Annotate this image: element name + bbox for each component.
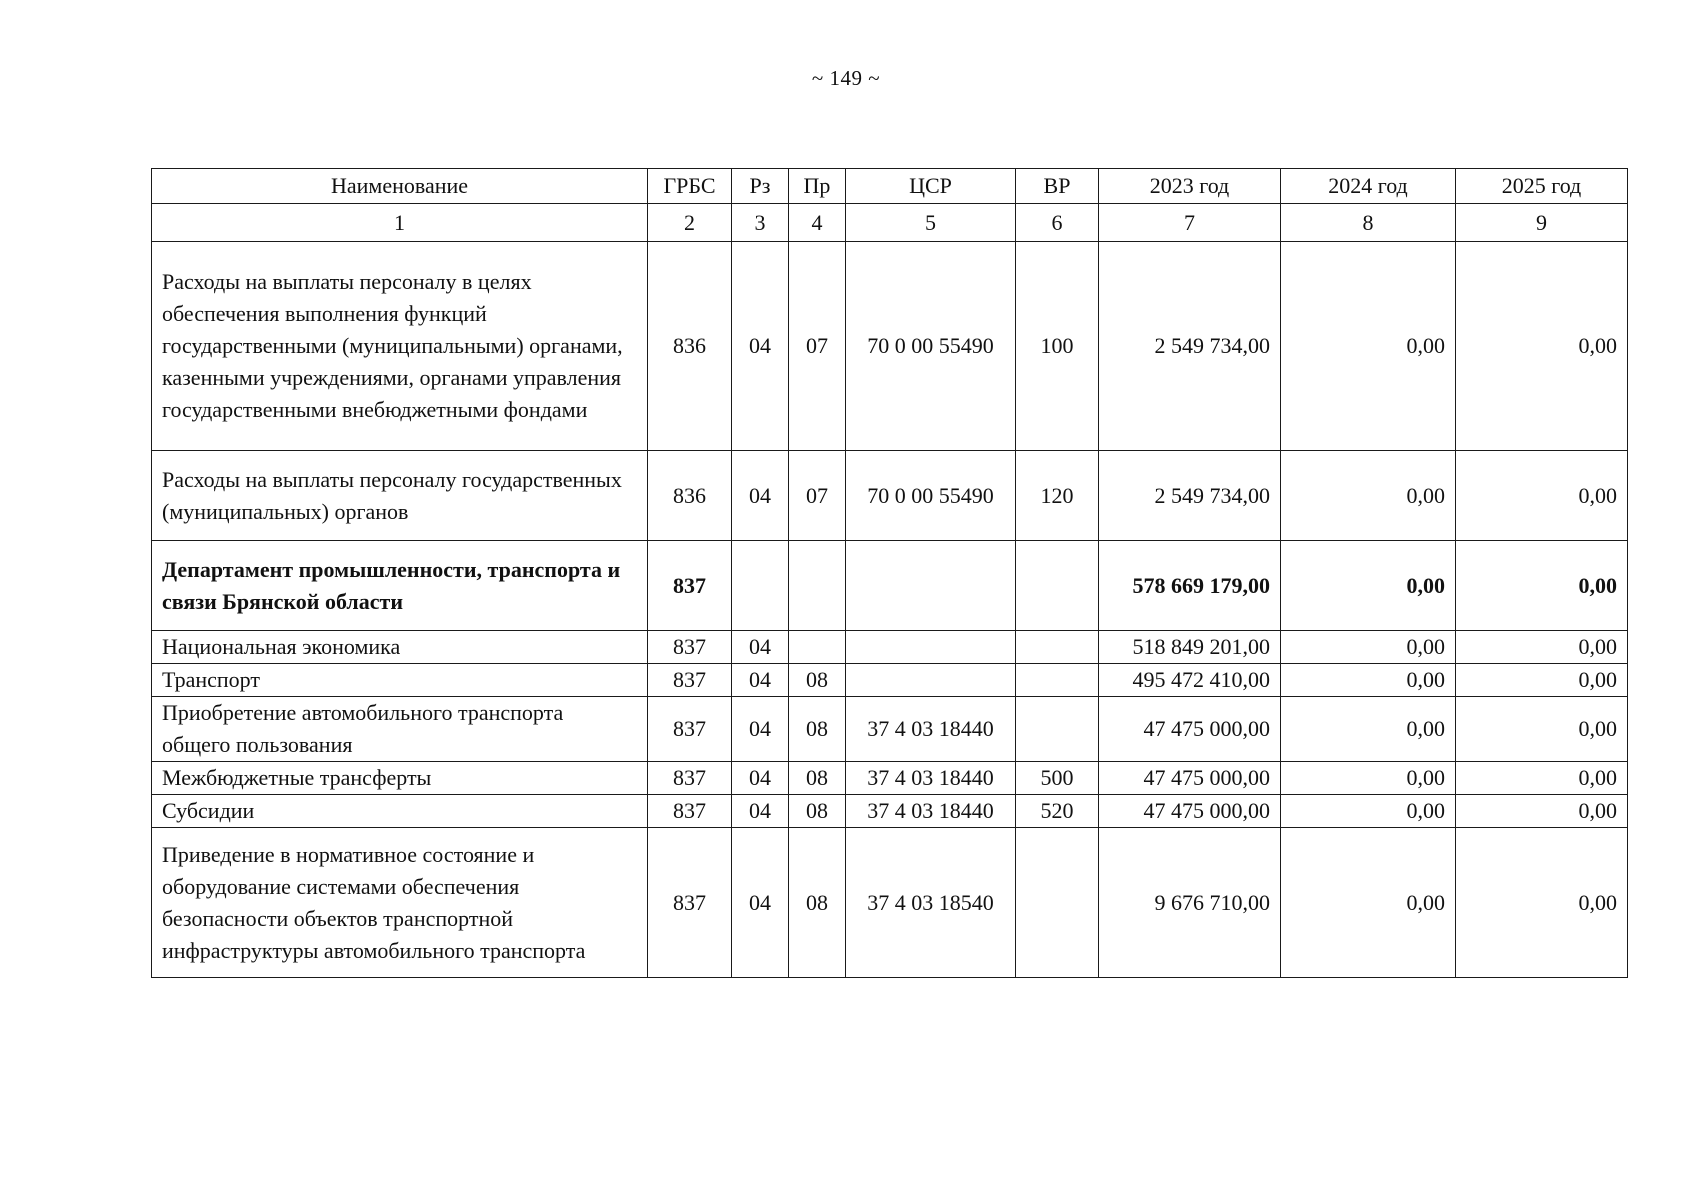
cell-pr: 08 (789, 697, 846, 762)
col-header-csr: ЦСР (846, 169, 1016, 204)
cell-2025: 0,00 (1456, 795, 1628, 828)
column-number-6: 6 (1016, 204, 1099, 242)
table-row (152, 762, 1628, 795)
budget-table (151, 168, 1628, 978)
cell-csr: 37 4 03 18440 (846, 762, 1016, 795)
cell-csr: 37 4 03 18540 (846, 828, 1016, 978)
cell-pr: 07 (789, 451, 846, 541)
col-header-rz: Рз (732, 169, 789, 204)
column-number-row (152, 204, 1628, 242)
cell-grbs: 837 (648, 697, 732, 762)
cell-name: Департамент промышленности, транспорта и связи Брянской области (152, 541, 648, 631)
cell-vr (1016, 664, 1099, 697)
cell-grbs: 837 (648, 762, 732, 795)
cell-rz: 04 (732, 697, 789, 762)
cell-name: Субсидии (152, 795, 648, 828)
column-number-9: 9 (1456, 204, 1628, 242)
col-header-vr: ВР (1016, 169, 1099, 204)
table-body (152, 242, 1628, 978)
cell-2024: 0,00 (1281, 631, 1456, 664)
cell-2024: 0,00 (1281, 242, 1456, 451)
cell-2024: 0,00 (1281, 762, 1456, 795)
cell-2025: 0,00 (1456, 664, 1628, 697)
cell-name: Приобретение автомобильного транспорта общего пользования (152, 697, 648, 762)
cell-name: Приведение в нормативное состояние и оборудование системами обеспечения безопасности объектов транспортной инфраструктуры автомобильного транспорта (152, 828, 648, 978)
cell-grbs: 836 (648, 451, 732, 541)
cell-vr (1016, 631, 1099, 664)
cell-2025: 0,00 (1456, 762, 1628, 795)
column-number-8: 8 (1281, 204, 1456, 242)
cell-rz: 04 (732, 664, 789, 697)
col-header-2024: 2024 год (1281, 169, 1456, 204)
cell-csr (846, 631, 1016, 664)
cell-2023: 2 549 734,00 (1099, 451, 1281, 541)
col-header-grbs: ГРБС (648, 169, 732, 204)
cell-csr: 37 4 03 18440 (846, 795, 1016, 828)
column-number-7: 7 (1099, 204, 1281, 242)
cell-rz: 04 (732, 828, 789, 978)
cell-2025: 0,00 (1456, 828, 1628, 978)
cell-pr: 07 (789, 242, 846, 451)
cell-rz: 04 (732, 631, 789, 664)
cell-rz: 04 (732, 242, 789, 451)
col-header-2025: 2025 год (1456, 169, 1628, 204)
cell-2024: 0,00 (1281, 828, 1456, 978)
cell-2024: 0,00 (1281, 795, 1456, 828)
cell-2025: 0,00 (1456, 631, 1628, 664)
cell-2023: 47 475 000,00 (1099, 795, 1281, 828)
cell-rz: 04 (732, 762, 789, 795)
cell-vr: 100 (1016, 242, 1099, 451)
cell-2023: 47 475 000,00 (1099, 697, 1281, 762)
cell-2024: 0,00 (1281, 697, 1456, 762)
cell-grbs: 837 (648, 828, 732, 978)
cell-pr: 08 (789, 795, 846, 828)
cell-grbs: 837 (648, 664, 732, 697)
column-number-2: 2 (648, 204, 732, 242)
table-row (152, 451, 1628, 541)
cell-vr (1016, 541, 1099, 631)
cell-grbs: 837 (648, 631, 732, 664)
table-row (152, 697, 1628, 762)
cell-vr: 500 (1016, 762, 1099, 795)
table-row (152, 795, 1628, 828)
column-number-1: 1 (152, 204, 648, 242)
cell-pr: 08 (789, 762, 846, 795)
cell-csr: 37 4 03 18440 (846, 697, 1016, 762)
cell-vr (1016, 828, 1099, 978)
cell-2023: 9 676 710,00 (1099, 828, 1281, 978)
table-row (152, 631, 1628, 664)
cell-csr: 70 0 00 55490 (846, 451, 1016, 541)
cell-2024: 0,00 (1281, 451, 1456, 541)
cell-2023: 495 472 410,00 (1099, 664, 1281, 697)
cell-name: Расходы на выплаты персоналу государственных (муниципальных) органов (152, 451, 648, 541)
cell-rz (732, 541, 789, 631)
cell-2023: 578 669 179,00 (1099, 541, 1281, 631)
cell-2024: 0,00 (1281, 664, 1456, 697)
cell-2023: 47 475 000,00 (1099, 762, 1281, 795)
cell-name: Транспорт (152, 664, 648, 697)
cell-2025: 0,00 (1456, 697, 1628, 762)
table-row (152, 664, 1628, 697)
cell-pr: 08 (789, 664, 846, 697)
col-header-2023: 2023 год (1099, 169, 1281, 204)
cell-2023: 2 549 734,00 (1099, 242, 1281, 451)
cell-2025: 0,00 (1456, 541, 1628, 631)
cell-csr (846, 664, 1016, 697)
table-row (152, 242, 1628, 451)
table-row (152, 541, 1628, 631)
cell-csr: 70 0 00 55490 (846, 242, 1016, 451)
cell-pr (789, 631, 846, 664)
cell-csr (846, 541, 1016, 631)
header-row (152, 169, 1628, 204)
cell-2025: 0,00 (1456, 451, 1628, 541)
cell-rz: 04 (732, 451, 789, 541)
cell-vr (1016, 697, 1099, 762)
cell-2023: 518 849 201,00 (1099, 631, 1281, 664)
cell-rz: 04 (732, 795, 789, 828)
col-header-name: Наименование (152, 169, 648, 204)
column-number-5: 5 (846, 204, 1016, 242)
cell-pr: 08 (789, 828, 846, 978)
cell-vr: 520 (1016, 795, 1099, 828)
cell-name: Межбюджетные трансферты (152, 762, 648, 795)
table-row (152, 828, 1628, 978)
col-header-pr: Пр (789, 169, 846, 204)
column-number-3: 3 (732, 204, 789, 242)
cell-vr: 120 (1016, 451, 1099, 541)
cell-name: Расходы на выплаты персоналу в целях обеспечения выполнения функций государственными (муниципальными) органами, казенными учреждениями, органами управления государственными внебюджетными фондами (152, 242, 648, 451)
column-number-4: 4 (789, 204, 846, 242)
cell-pr (789, 541, 846, 631)
page-number: ~ 149 ~ (811, 66, 881, 90)
cell-2024: 0,00 (1281, 541, 1456, 631)
cell-2025: 0,00 (1456, 242, 1628, 451)
cell-grbs: 836 (648, 242, 732, 451)
cell-grbs: 837 (648, 541, 732, 631)
cell-grbs: 837 (648, 795, 732, 828)
cell-name: Национальная экономика (152, 631, 648, 664)
